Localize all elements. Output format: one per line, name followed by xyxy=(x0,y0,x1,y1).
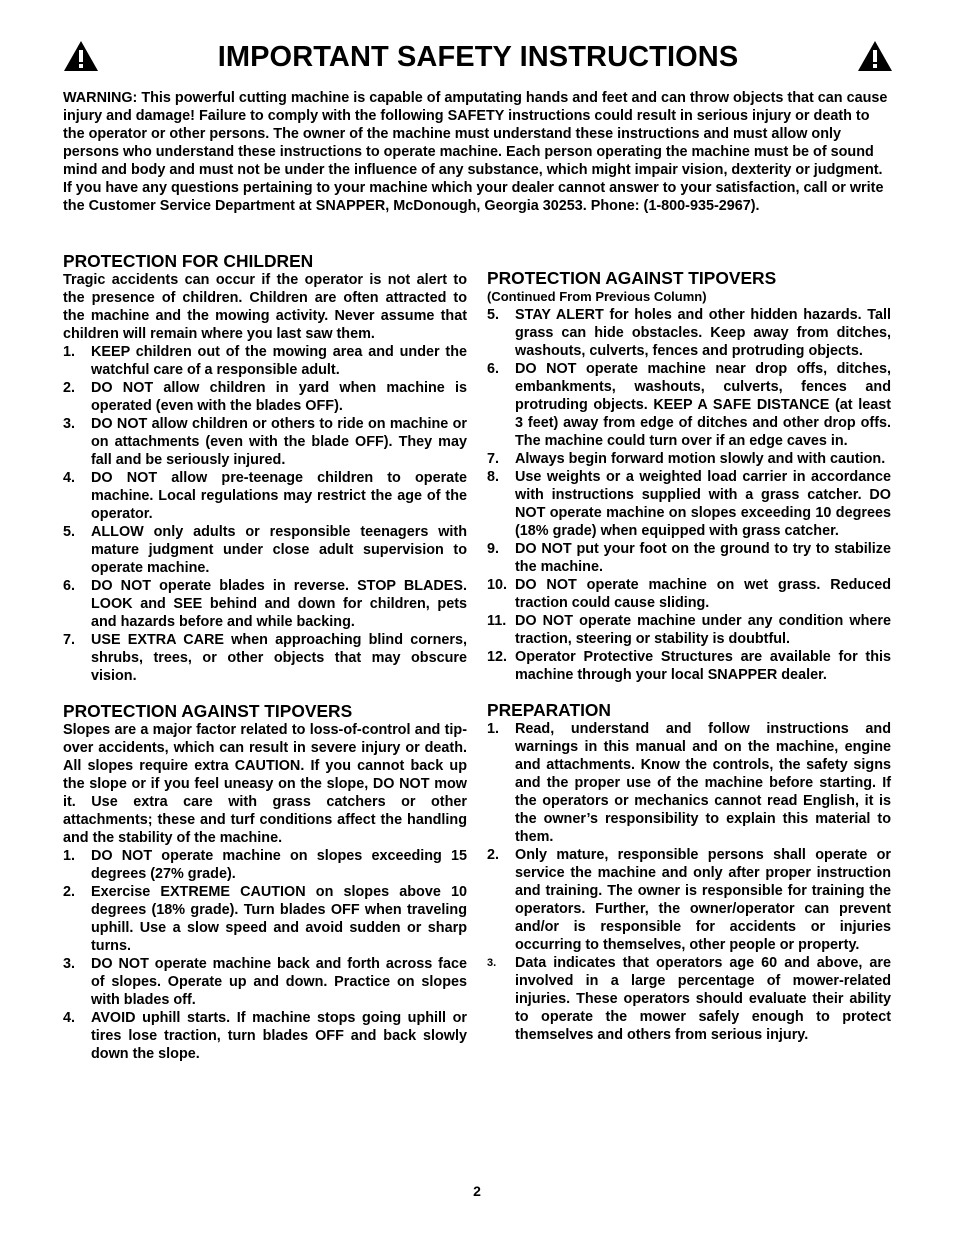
warning-triangle-icon xyxy=(857,40,893,72)
item-text: USE EXTRA CARE when approaching blind corners, shrubs, trees, or other objects that may obscure vision. xyxy=(91,632,467,684)
item-text: DO NOT operate machine on slopes exceeding 15 degrees (27% grade). xyxy=(91,848,467,882)
item-number: 8. xyxy=(487,469,500,485)
preparation-list xyxy=(487,720,891,1044)
list-item xyxy=(487,576,891,612)
list-item xyxy=(487,720,891,846)
item-number: 3. xyxy=(487,957,497,969)
item-text: DO NOT allow children or others to ride on machine or on attachments (even with the blade OFF). They may fall and be seriously injured. xyxy=(91,416,467,468)
item-text: STAY ALERT for holes and other hidden hazards. Tall grass can hide obstacles. Keep away from ditches, washouts, culverts, fences and protruding objects. xyxy=(515,307,891,359)
section-title-tipovers: PROTECTION AGAINST TIPOVERS xyxy=(63,701,353,721)
item-text: DO NOT allow children in yard when machine is operated (even with the blades OFF). xyxy=(91,380,467,414)
item-text: Operator Protective Structures are available for this machine through your local SNAPPER dealer. xyxy=(515,649,891,683)
item-text: Read, understand and follow instructions and warnings in this manual and on the machine, engine and attachments. Know the controls, the safety signs and the proper use of the machine before starting. If the operators or mechanics cannot read English, it is the owner’s responsibility to explain this material to them. xyxy=(515,721,891,845)
list-item xyxy=(63,523,467,577)
list-item xyxy=(487,612,891,648)
item-text: AVOID uphill starts. If machine stops going uphill or tires lose traction, turn blades OFF and back slowly down the slope. xyxy=(91,1010,467,1062)
item-number: 5. xyxy=(63,524,76,540)
list-item xyxy=(487,954,891,1044)
children-intro: Tragic accidents can occur if the operator is not alert to the presence of children. Children are often attracted to the machine and the mowing activity. Never assume that children will remain where you last saw them. xyxy=(63,272,467,342)
item-text: ALLOW only adults or responsible teenagers with mature judgment under close adult supervision to operate machine. xyxy=(91,524,467,576)
item-number: 11. xyxy=(487,613,507,629)
item-number: 3. xyxy=(63,416,76,432)
item-text: DO NOT operate machine under any condition where traction, steering or stability is doubtful. xyxy=(515,613,891,647)
item-number: 3. xyxy=(63,956,76,972)
page-title: IMPORTANT SAFETY INSTRUCTIONS xyxy=(217,41,739,73)
item-text: DO NOT allow pre-teenage children to operate machine. Local regulations may restrict the age of the operator. xyxy=(91,470,467,522)
item-text: Use weights or a weighted load carrier in accordance with instructions supplied with a grass catcher. DO NOT operate machine on slopes exceeding 10 degrees (18% grade) when equipped with grass catcher. xyxy=(515,469,891,539)
list-item xyxy=(487,540,891,576)
item-number: 4. xyxy=(63,1010,76,1026)
tipovers-intro: Slopes are a major factor related to loss-of-control and tip-over accidents, which can result in severe injury or death. All slopes require extra CAUTION. If you cannot back up the slope or if you feel uneasy on the slope, DO NOT mow it. Use extra care with grass catchers or other attachments; these and turf conditions affect the handling and the stability of the machine. xyxy=(63,722,467,846)
list-item xyxy=(487,648,891,684)
list-item xyxy=(63,343,467,379)
item-text: Exercise EXTREME CAUTION on slopes above 10 degrees (18% grade). Turn blades OFF when traveling uphill. Use a slow speed and avoid sudden or sharp turns. xyxy=(91,884,467,954)
item-text: DO NOT operate machine on wet grass. Reduced traction could cause sliding. xyxy=(515,577,891,611)
children-list xyxy=(63,343,467,685)
item-number: 1. xyxy=(487,721,500,737)
title-row xyxy=(63,40,893,80)
section-title-children: PROTECTION FOR CHILDREN xyxy=(63,251,314,271)
item-text: DO NOT operate machine near drop offs, ditches, embankments, washouts, culverts, fences and protruding objects. KEEP A SAFE DISTANCE (at least 3 feet) away from edge of ditches and other drop offs. The machine could turn over if an edge caves in. xyxy=(515,361,891,449)
list-item xyxy=(63,631,467,685)
item-number: 12. xyxy=(487,649,508,665)
section-title-preparation: PREPARATION xyxy=(487,700,611,720)
list-item xyxy=(487,468,891,540)
left-column xyxy=(63,251,467,1063)
item-text: Data indicates that operators age 60 and above, are involved in a large percentage of mower-related injuries. These operators should evaluate their ability to operate the mower safely enough to protect themselves and others from serious injury. xyxy=(515,955,891,1043)
item-number: 5. xyxy=(487,307,500,323)
warning-paragraph: WARNING: This powerful cutting machine is capable of amputating hands and feet and can throw objects that can cause injury and damage! Failure to comply with the following SAFETY instructions could result in serious injury or death to the operator or other persons. The owner of the machine must understand these instructions and must allow only persons who understand these instructions to operate machine. Each person operating the machine must be of sound mind and body and must not be under the influence of any substance, which might impair vision, dexterity or judgment. If you have any questions pertaining to your machine which your dealer cannot answer to your satisfaction, call or write the Customer Service Department at SNAPPER, McDonough, Georgia 30253. Phone: (1-800-935-2967). xyxy=(63,90,888,214)
list-item xyxy=(63,955,467,1009)
item-number: 7. xyxy=(63,632,76,648)
list-item xyxy=(63,1009,467,1063)
item-number: 1. xyxy=(63,848,76,864)
item-number: 2. xyxy=(487,847,500,863)
list-item xyxy=(63,379,467,415)
list-item xyxy=(63,883,467,955)
page-number: 2 xyxy=(473,1183,481,1199)
right-column xyxy=(487,268,891,1044)
item-number: 4. xyxy=(63,470,76,486)
continued-note: (Continued From Previous Column) xyxy=(487,289,707,304)
item-text: Always begin forward motion slowly and with caution. xyxy=(515,451,886,467)
item-number: 9. xyxy=(487,541,500,557)
list-item xyxy=(63,847,467,883)
item-number: 6. xyxy=(63,578,76,594)
list-item xyxy=(487,306,891,360)
list-item xyxy=(487,450,891,468)
list-item xyxy=(63,577,467,631)
list-item xyxy=(63,415,467,469)
item-number: 2. xyxy=(63,380,76,396)
item-number: 10. xyxy=(487,577,508,593)
list-item xyxy=(487,846,891,954)
item-text: Only mature, responsible persons shall operate or service the machine and only after proper instruction and training. The owner is responsible for training the operators. Further, the owner/operator can prevent and/or is responsible for accidents or injuries occurring to themselves, other people or property. xyxy=(515,847,891,953)
section-title-tipovers-continued: PROTECTION AGAINST TIPOVERS xyxy=(487,268,777,288)
item-number: 2. xyxy=(63,884,76,900)
tipovers-continued-list xyxy=(487,306,891,684)
item-text: KEEP children out of the mowing area and under the watchful care of a responsible adult. xyxy=(91,344,467,378)
section-gap xyxy=(63,685,467,701)
item-text: DO NOT operate blades in reverse. STOP BLADES. LOOK and SEE behind and down for children, pets and hazards before and while backing. xyxy=(91,578,467,630)
tipovers-list xyxy=(63,847,467,1063)
item-text: DO NOT operate machine back and forth across face of slopes. Operate up and down. Practice on slopes with blades off. xyxy=(91,956,467,1008)
list-item xyxy=(487,360,891,450)
section-gap xyxy=(487,684,891,700)
item-text: DO NOT put your foot on the ground to try to stabilize the machine. xyxy=(515,541,891,575)
item-number: 7. xyxy=(487,451,500,467)
item-number: 6. xyxy=(487,361,500,377)
list-item xyxy=(63,469,467,523)
item-number: 1. xyxy=(63,344,76,360)
